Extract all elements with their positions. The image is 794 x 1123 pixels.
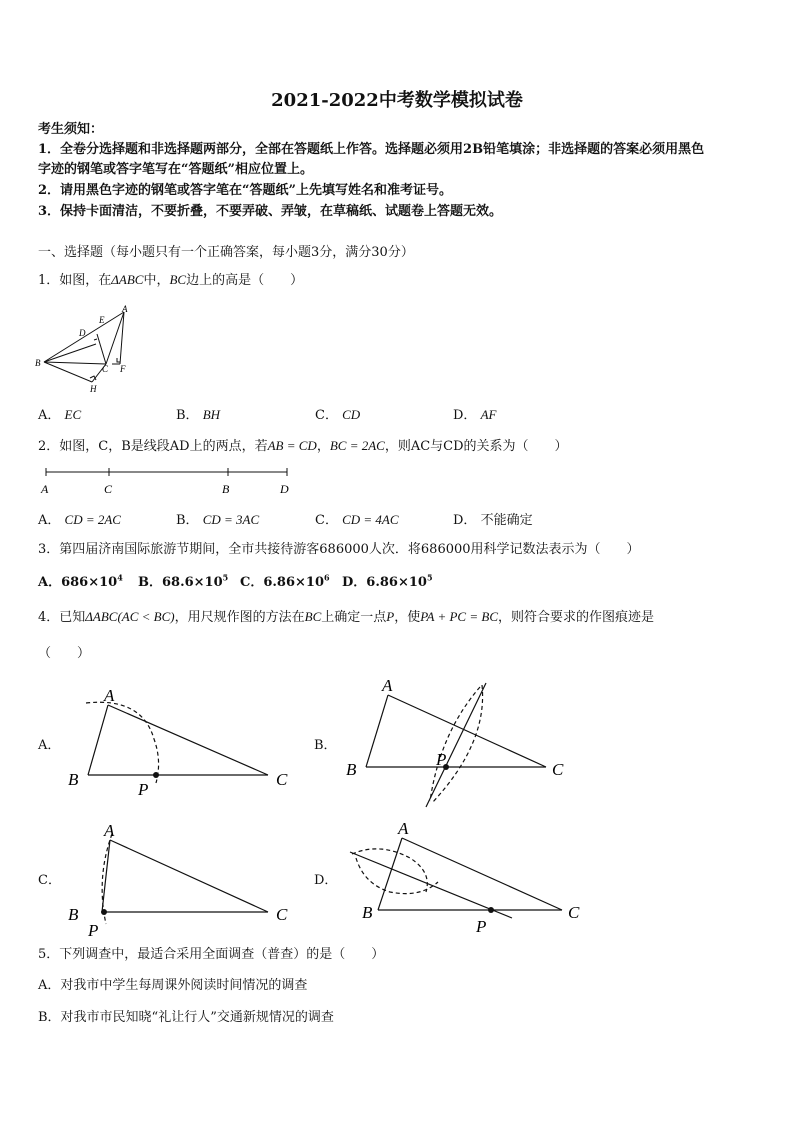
q5-option-b: B．对我市市民知晓“礼让行人”交通新规情况的调查: [38, 1010, 334, 1025]
q4b-label-p: P: [436, 750, 447, 769]
q4b-label-c: C: [552, 760, 564, 779]
q4c-label-c: C: [276, 905, 288, 924]
notice-item-3: 3．保持卡面清洁，不要折叠，不要弄破、弄皱，在草稿纸、试题卷上答题无效。: [38, 204, 503, 219]
q4a-label-c: C: [276, 770, 288, 789]
q2-option-c: C． CD = 4AC: [315, 512, 399, 528]
q1-option-a: A． EC: [38, 407, 82, 423]
q3-option-c: C．$6.86\times 10^6$: [240, 572, 330, 590]
q4d-label-b: B: [362, 903, 373, 922]
q1-label-h: H: [90, 384, 97, 392]
q4-option-d: D．: [314, 873, 338, 888]
q4a-label-b: B: [68, 770, 79, 789]
question-1-stem: [38, 270, 303, 291]
question-3-stem: 3．第四届济南国际旅游节期间，全市共接待游客686000人次．将686000用科学记数法表示为（ ）: [38, 542, 640, 557]
notice-heading: 考生须知：: [38, 122, 104, 137]
q1-text: 边上的高是（ ）: [186, 273, 304, 288]
q1-option-c: C． CD: [315, 407, 361, 423]
q2-label-c: C: [104, 482, 113, 496]
q1-text: 1．如图，在: [38, 273, 112, 288]
q1-label-b: B: [35, 358, 41, 368]
q4-figure-a: [62, 683, 302, 803]
q4-option-c: C．: [38, 873, 61, 888]
notice-item-1-cont: 字迹的钢笔或答字笔写在“答题纸”相应位置上。: [38, 162, 313, 177]
q4-figure-c: [62, 818, 302, 942]
q2-label-a: A: [41, 482, 49, 496]
q1-figure: [34, 300, 144, 392]
question-4-stem: 4．已知ΔABC(AC < BC)，用尺规作图的方法在BC上确定一点P，使PA + PC = BC，则符合要求的作图痕迹是: [38, 609, 655, 625]
question-5-stem: 5．下列调查中，最适合采用全面调查（普查）的是（ ）: [38, 947, 385, 962]
q2-option-d: D． 不能确定: [453, 513, 533, 528]
q4d-label-c: C: [568, 903, 580, 922]
question-2-stem: 2．如图，C，B是线段AD上的两点，若AB = CD，BC = 2AC，则AC与CD的关系为（ ）: [38, 438, 568, 454]
q4-option-a: A．: [38, 738, 61, 753]
q4a-label-a: A: [104, 686, 115, 705]
q2-label-b: B: [222, 482, 230, 496]
q1-label-d: D: [79, 328, 86, 338]
q3-option-b: B．$68.6\times 10^5$: [138, 572, 229, 590]
q2-label-d: D: [280, 482, 289, 496]
q1-text: 中，: [143, 273, 170, 288]
q4c-label-p: P: [88, 921, 99, 940]
q1-option-d: D． AF: [453, 407, 497, 423]
page-title: 2021-2022中考数学模拟试卷: [271, 90, 523, 111]
q2-line-figure: [36, 462, 298, 498]
q3-option-a: A．$686\times 10^4$: [38, 572, 123, 590]
q4-option-b: B．: [314, 738, 337, 753]
notice-item-2: 2．请用黑色字迹的钢笔或答字笔在“答题纸”上先填写姓名和准考证号。: [38, 183, 453, 198]
q4-figure-b: [340, 673, 580, 813]
question-4-paren: （ ）: [38, 646, 91, 661]
q4c-label-a: A: [104, 821, 115, 840]
q4d-label-p: P: [476, 917, 487, 936]
notice-item-1: 1．全卷分选择题和非选择题两部分，全部在答题纸上作答。选择题必须用2B铅笔填涂；非选择题的答案必须用黑色: [38, 142, 705, 157]
q3-option-d: D．$6.86\times 10^5$: [342, 572, 433, 590]
q5-option-a: A．对我市中学生每周课外阅读时间情况的调查: [38, 978, 308, 993]
q4-figure-d: [340, 818, 590, 942]
q4b-label-a: A: [382, 676, 393, 695]
q1-side: BC: [169, 272, 187, 287]
q1-label-a: A: [122, 304, 128, 314]
q1-triangle: ΔABC: [111, 272, 144, 287]
q4d-label-a: A: [398, 819, 409, 838]
q4b-label-b: B: [346, 760, 357, 779]
q1-label-f: F: [120, 364, 126, 374]
q1-label-c: C: [102, 364, 109, 374]
q2-option-b: B． CD = 3AC: [176, 512, 260, 528]
q1-label-e: E: [99, 315, 105, 325]
section-heading: 一、选择题（每小题只有一个正确答案，每小题3分，满分30分）: [38, 245, 414, 260]
q1-option-b: B． BH: [176, 407, 221, 423]
q4a-label-p: P: [138, 780, 149, 799]
q2-option-a: A． CD = 2AC: [38, 512, 121, 528]
q4c-label-b: B: [68, 905, 79, 924]
